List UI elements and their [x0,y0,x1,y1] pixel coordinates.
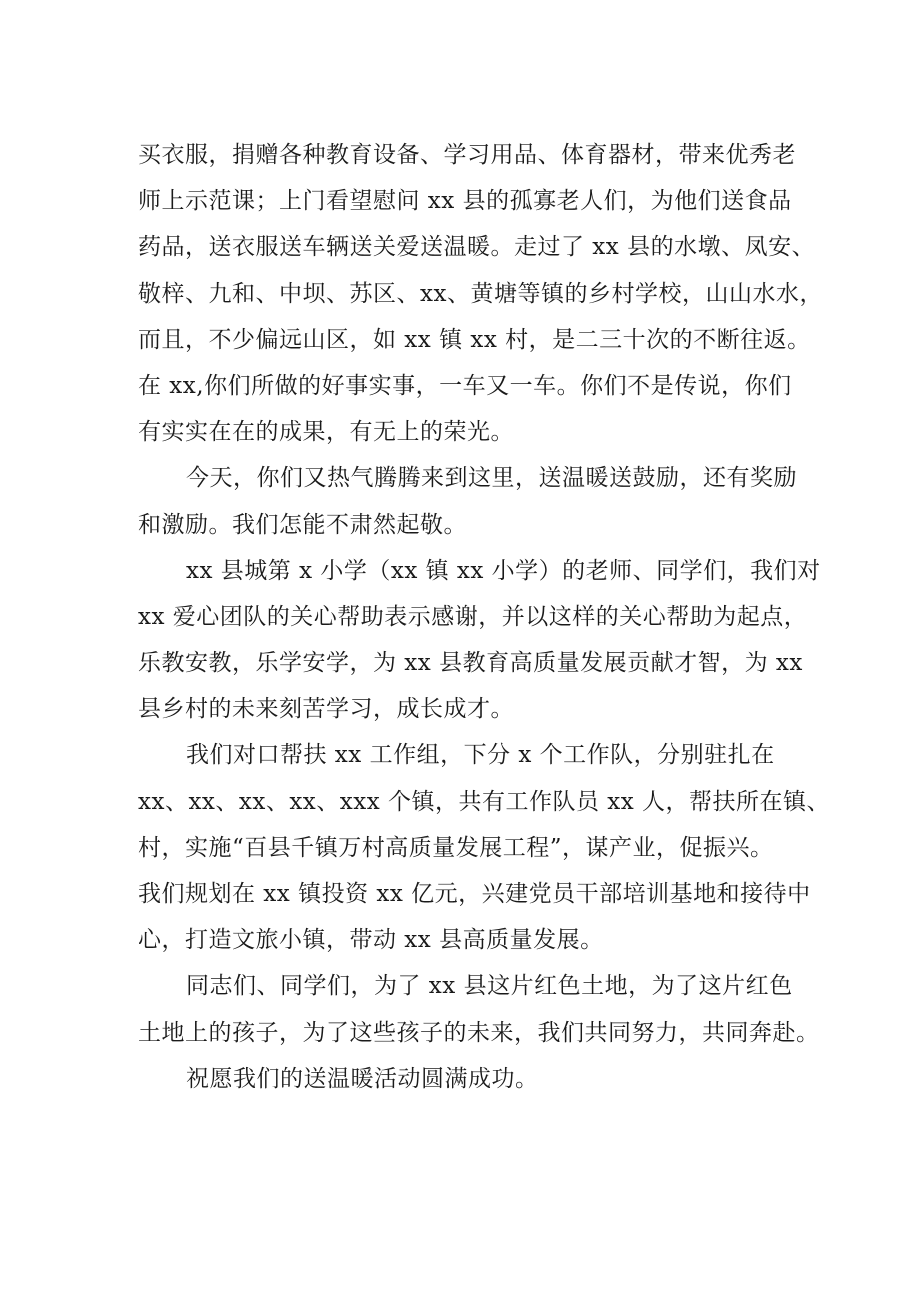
paragraph-first-line: xx 县城第 x 小学（xx 镇 xx 小学）的老师、同学们，我们对 [186,557,821,584]
document-body [138,132,831,1102]
paragraph-first-line: 今天，你们又热气腾腾来到这里，送温暖送鼓励，还有奖励 [186,465,797,492]
text-line: 药品，送衣服送车辆送关爱送温暖。走过了 xx 县的水墩、凤安、 [138,234,816,261]
text-line: 村，实施“百县千镇万村高质量发展工程”，谋产业，促振兴。 [138,834,774,861]
text-line: 和激励。我们怎能不肃然起敬。 [138,511,467,538]
text-line: xx 爱心团队的关心帮助表示感谢，并以这样的关心帮助为起点， [138,603,808,630]
text-line: 而且，不少偏远山区，如 xx 镇 xx 村，是二三十次的不断往返。 [138,326,811,353]
text-line: 乐教安教，乐学安学，为 xx 县教育高质量发展贡献才智，为 xx [138,650,803,677]
text-line: 有实实在在的成果，有无上的荣光。 [138,419,514,446]
paragraph-first-line: 祝愿我们的送温暖活动圆满成功。 [186,1065,539,1092]
text-line: xx、xx、xx、xx、xxx 个镇，共有工作队员 xx 人，帮扶所在镇、 [138,788,831,815]
text-line: 敬梓、九和、中坝、苏区、xx、黄塘等镇的乡村学校，山山水水， [138,280,823,307]
paragraph-first-line: 同志们、同学们，为了 xx 县这片红色土地，为了这片红色 [186,973,793,1000]
text-line: 心，打造文旅小镇，带动 xx 县高质量发展。 [138,927,604,954]
paragraph-first-line: 我们对口帮扶 xx 工作组，下分 x 个工作队，分别驻扎在 [186,742,775,769]
text-line: 在 xx,你们所做的好事实事，一车又一车。你们不是传说，你们 [138,372,792,399]
text-line: 买衣服，捐赠各种教育设备、学习用品、体育器材，带来优秀老 [138,142,796,168]
text-line: 土地上的孩子，为了这些孩子的未来，我们共同努力，共同奔赴。 [138,1019,820,1046]
text-line: 师上示范课；上门看望慰问 xx 县的孤寡老人们，为他们送食品 [138,188,792,215]
text-line: 我们规划在 xx 镇投资 xx 亿元，兴建党员干部培训基地和接待中 [138,881,811,907]
text-line: 县乡村的未来刻苦学习，成长成才。 [138,696,514,723]
